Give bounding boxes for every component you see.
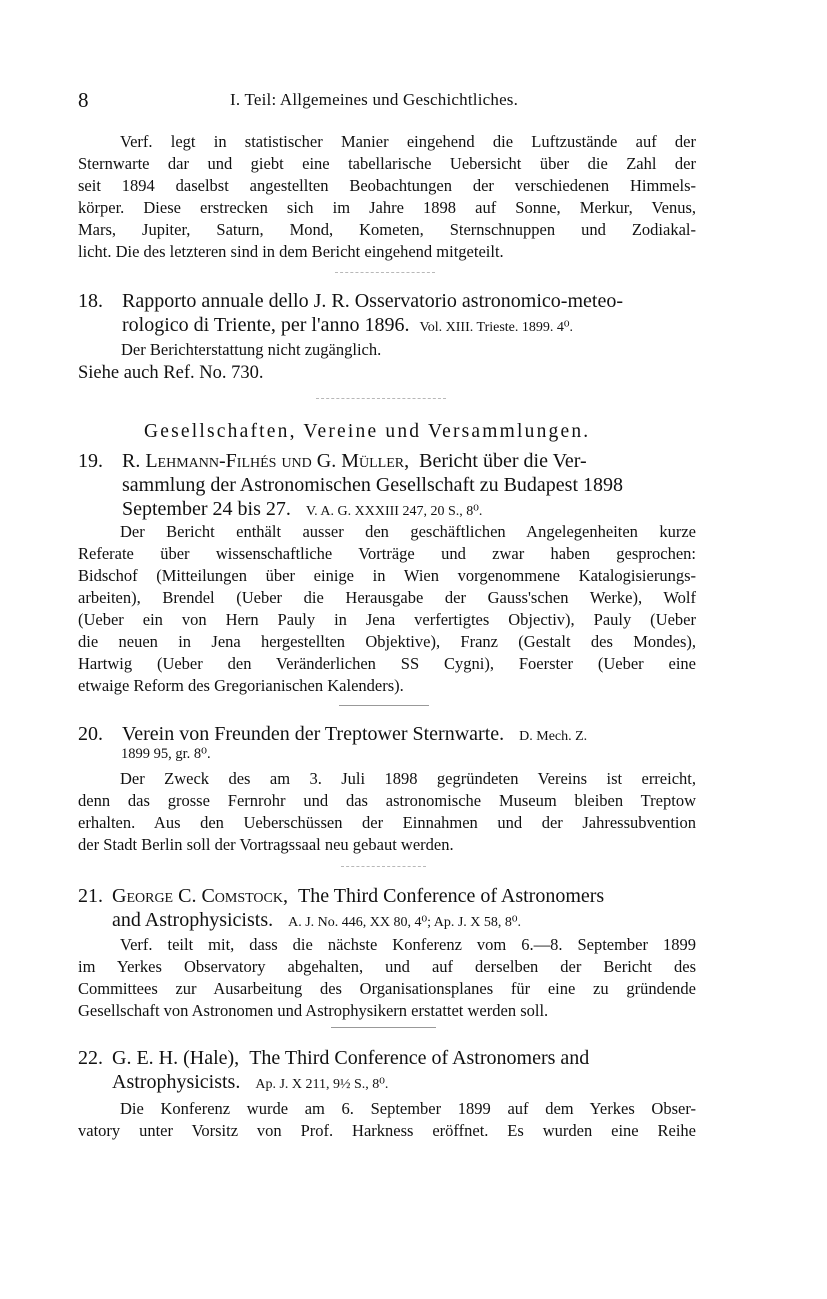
entry-citation: Vol. XIII. Trieste. 1899. 4⁰. <box>419 320 573 335</box>
separator-rule <box>331 1027 436 1028</box>
text-line: die neuen in Jena hergestellten Objektive), Franz (Gestalt des Mondes), <box>78 632 696 651</box>
text-line: Referate über wissenschaftliche Vorträge und zwar haben gesprochen: <box>78 544 696 563</box>
entry-22-title <box>78 1046 696 1097</box>
entry-18-note: Der Berichterstattung nicht zugänglich. <box>121 340 382 359</box>
entry-authors: R. Lehmann-Filhés und G. Müller, <box>122 450 410 472</box>
text-line: vatory unter Vorsitz von Prof. Harkness eröffnet. Es wurden eine Reihe <box>78 1121 696 1140</box>
entry-citation: D. Mech. Z. <box>519 729 588 744</box>
text-line: (Ueber ein von Hern Pauly in Jena verfertigtes Objectiv), Pauly (Ueber <box>78 610 696 629</box>
text-line: licht. Die des letzteren sind in dem Bericht eingehend mitgeteilt. <box>78 242 504 261</box>
running-head: I. Teil: Allgemeines und Geschichtliches. <box>230 90 519 109</box>
entry-title-text: sammlung der Astronomischen Gesellschaft zu Budapest 1898 <box>122 474 624 496</box>
entry-authors: George C. Comstock, <box>112 885 288 907</box>
page-number: 8 <box>78 88 89 112</box>
entry-title-text: Verein von Freunden der Treptower Sternwarte. <box>122 723 505 745</box>
section-heading: Gesellschaften, Vereine und Versammlungen. <box>144 421 591 442</box>
intro-paragraph <box>78 131 696 263</box>
entry-number: 22. <box>78 1047 103 1069</box>
separator-rule <box>341 866 426 867</box>
entry-20-citation-cont: 1899 95, gr. 8⁰. <box>121 746 211 762</box>
entry-number: 20. <box>78 723 103 745</box>
entry-title-text: Astrophysicists. <box>112 1071 241 1093</box>
entry-authors: G. E. H. (Hale), <box>112 1047 240 1069</box>
entry-20-body <box>78 768 696 856</box>
text-line: Bidschof (Mitteilungen über einige in Wien vorgenommene Katalogisierungs- <box>78 566 696 585</box>
page-header <box>78 88 698 110</box>
entry-22-body <box>78 1098 696 1142</box>
see-also-reference: Siehe auch Ref. No. 730. <box>78 363 264 383</box>
entry-title-text: September 24 bis 27. <box>122 498 291 520</box>
text-line: Committees zur Ausarbeitung des Organisationsplanes für eine zu gründende <box>78 979 696 998</box>
entry-title-text: The Third Conference of Astronomers and <box>249 1047 590 1069</box>
entry-19-title <box>78 449 696 524</box>
text-line: Der Zweck des am 3. Juli 1898 gegründeten Vereins ist erreicht, <box>120 769 696 788</box>
text-line: körper. Diese erstrecken sich im Jahre 1898 auf Sonne, Merkur, Venus, <box>78 198 696 217</box>
text-line: Mars, Jupiter, Saturn, Mond, Kometen, Sternschnuppen und Zodiakal- <box>78 220 696 239</box>
text-line: Hartwig (Ueber den Veränderlichen SS Cygni), Foerster (Ueber eine <box>78 654 696 673</box>
text-line: Der Bericht enthält ausser den geschäftlichen Angelegenheiten kurze <box>120 522 696 541</box>
entry-citation: A. J. No. 446, XX 80, 4⁰; Ap. J. X 58, 8⁰. <box>288 915 522 930</box>
entry-title-text: Rapporto annuale dello J. R. Osservatorio astronomico-meteo- <box>122 290 623 312</box>
entry-citation: V. A. G. XXXIII 247, 20 S., 8⁰. <box>305 504 483 519</box>
text-line: der Stadt Berlin soll der Vortragssaal neu gebaut werden. <box>78 835 454 854</box>
separator-rule <box>339 705 429 706</box>
text-line: Die Konferenz wurde am 6. September 1899 auf dem Yerkes Obser- <box>120 1099 696 1118</box>
entry-title-text: The Third Conference of Astronomers <box>298 885 605 907</box>
entry-18-title <box>78 289 696 340</box>
separator-rule <box>335 272 435 273</box>
entry-citation: Ap. J. X 211, 9½ S., 8⁰. <box>255 1077 389 1092</box>
entry-number: 18. <box>78 290 103 312</box>
text-line: im Yerkes Observatory abgehalten, und auf derselben der Bericht des <box>78 957 696 976</box>
text-line: denn das grosse Fernrohr und das astronomische Museum bleiben Treptow <box>78 791 696 810</box>
text-line: etwaige Reform des Gregorianischen Kalenders). <box>78 676 404 695</box>
text-line: arbeiten), Brendel (Ueber die Herausgabe der Gauss'schen Werke), Wolf <box>78 588 696 607</box>
text-line: erhalten. Aus den Ueberschüssen der Einnahmen und der Jahressubvention <box>78 813 696 832</box>
text-line: Sternwarte dar und giebt eine tabellarische Uebersicht über die Zahl der <box>78 154 696 173</box>
entry-number: 21. <box>78 885 103 907</box>
entry-title-text: Bericht über die Ver- <box>419 450 587 472</box>
text-line: Gesellschaft von Astronomen und Astrophysikern erstattet werden soll. <box>78 1001 549 1020</box>
entry-title-text: rologico di Triente, per l'anno 1896. <box>122 314 410 336</box>
entry-21-title <box>78 884 696 935</box>
entry-number: 19. <box>78 450 103 472</box>
text-line: Verf. legt in statistischer Manier eingehend die Luftzustände auf der <box>120 132 696 151</box>
text-line: seit 1894 daselbst angestellten Beobachtungen der verschiedenen Himmels- <box>78 176 696 195</box>
text-line: Verf. teilt mit, dass die nächste Konferenz vom 6.—8. September 1899 <box>120 935 696 954</box>
entry-title-text: and Astrophysicists. <box>112 909 274 931</box>
entry-21-body <box>78 934 696 1022</box>
separator-rule <box>316 398 446 399</box>
entry-19-body <box>78 521 696 697</box>
